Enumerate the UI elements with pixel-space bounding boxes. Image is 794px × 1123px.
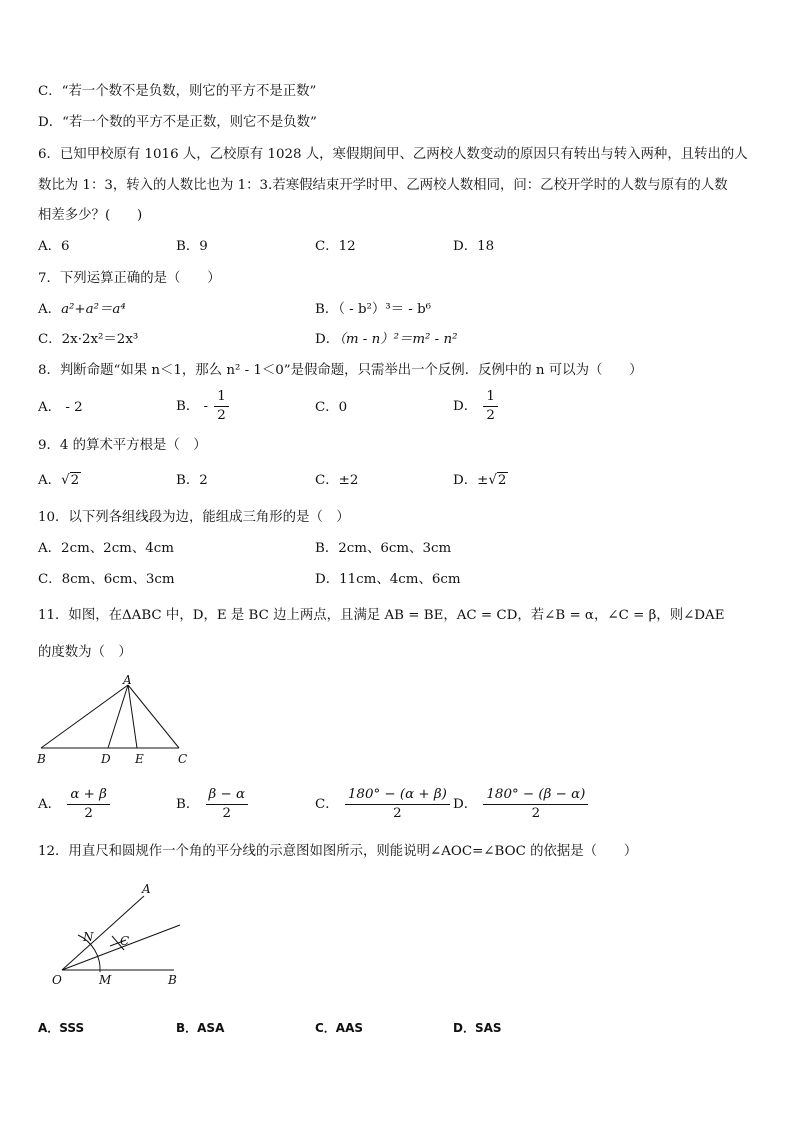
q7-option-c-expr: 2x·2x²＝2x³	[61, 332, 139, 347]
q7-option-b-label: B．	[315, 302, 339, 317]
q10-option-c: C．8cm、6cm、3cm	[38, 572, 175, 587]
q10-option-b: B．2cm、6cm、3cm	[315, 541, 452, 556]
q12-option-b: B．ASA	[176, 1021, 225, 1035]
fraction-numerator: 1	[214, 388, 229, 407]
q11-option-a-label: A．	[38, 797, 62, 812]
ray-oa	[62, 896, 144, 970]
q11-option-b-label: B．	[176, 797, 200, 812]
q11-option-d-fraction	[483, 786, 588, 823]
fraction-denominator: 2	[486, 408, 495, 423]
q8-option-d-fraction	[483, 388, 498, 425]
fraction-numerator: α + β	[67, 786, 110, 805]
sqrt-radicand: 2	[70, 473, 80, 488]
q7-option-d	[315, 330, 457, 350]
label-d: D	[101, 752, 111, 766]
fraction-numerator: 180° − (β − α)	[483, 786, 588, 805]
q7-option-a-expr: a²+a²＝a⁴	[61, 302, 126, 317]
q9-text: 9．4 的算术平方根是（ ）	[38, 438, 207, 453]
q7-option-b	[315, 300, 431, 320]
q6-option-b: B．9	[176, 239, 208, 254]
q12-text: 12．用直尺和圆规作一个角的平分线的示意图如图所示，则能说明∠AOC=∠BOC 的依据是（ ）	[38, 844, 638, 859]
q8-text: 8．判断命题“如果 n＜1，那么 n² - 1＜0”是假命题，只需举出一个反例．反例中的 n 可以为（ ）	[38, 363, 643, 378]
label-a: A	[142, 882, 151, 896]
fraction-numerator: β − α	[206, 786, 249, 805]
q12-angle-bisector-figure	[48, 878, 188, 990]
sqrt-radicand: 2	[497, 473, 507, 488]
q12-option-a: A．SSS	[38, 1021, 85, 1035]
q6-option-a: A．6	[38, 239, 70, 254]
q9-option-b: B．2	[176, 473, 208, 488]
q11-text-line1: 11．如图，在ΔABC 中，D，E 是 BC 边上两点，且满足 AB = BE，AC = CD，若∠B = α，∠C = β，则∠DAE	[38, 608, 725, 623]
q8-option-b-fraction	[214, 388, 229, 425]
q11-option-d	[453, 786, 590, 823]
q7-option-c	[38, 330, 138, 350]
q7-text: 7．下列运算正确的是（ ）	[38, 271, 221, 286]
q7-option-d-label: D．	[315, 332, 340, 347]
q6-option-d: D．18	[453, 239, 495, 254]
q6-text-line3: 相差多少？( )	[38, 208, 143, 223]
label-m: M	[99, 973, 112, 987]
q11-option-a	[38, 786, 112, 823]
q11-option-c-label: C．	[315, 797, 339, 812]
q11-option-c	[315, 786, 452, 823]
q11-option-c-fraction	[345, 786, 450, 823]
segment-ad	[108, 685, 128, 748]
q7-option-c-label: C．	[38, 332, 62, 347]
q10-option-d: D．11cm、4cm、6cm	[315, 572, 461, 587]
label-c: C	[178, 752, 188, 766]
label-a: A	[123, 674, 132, 687]
label-o: O	[52, 973, 62, 987]
q6-text-line1: 6．已知甲校原有 1016 人，乙校原有 1028 人，寒假期间甲、乙两校人数变动的原因只有转出与转入两种，且转出的人	[38, 147, 748, 162]
q8-option-d	[453, 388, 500, 425]
q9-option-a-label: A．	[38, 473, 62, 488]
q11-option-a-fraction	[67, 786, 110, 823]
q6-option-c: C．12	[315, 239, 356, 254]
q6-text-line2: 数比为 1：3，转入的人数比也为 1：3.若寒假结束开学时甲、乙两校人数相同，问：乙校开学时的人数与原有的人数	[38, 178, 728, 193]
fraction-numerator: 180° − (α + β)	[345, 786, 450, 805]
label-c: C	[120, 934, 130, 948]
fraction-denominator: 2	[393, 806, 402, 821]
q8-option-c: C．0	[315, 400, 348, 415]
sqrt-symbol: √2	[488, 473, 507, 488]
q12-option-c: C．AAS	[315, 1021, 364, 1035]
label-e: E	[135, 752, 144, 766]
q5-option-d: D．“若一个数的平方不是正数，则它不是负数”	[38, 115, 317, 130]
q11-option-b	[176, 786, 250, 823]
fraction-denominator: 2	[217, 408, 226, 423]
q9-option-a	[38, 471, 81, 491]
fraction-denominator: 2	[222, 806, 232, 821]
q7-option-a	[38, 300, 126, 320]
q11-option-b-fraction	[206, 786, 249, 823]
q11-text-line2: 的度数为（ ）	[38, 645, 132, 660]
sqrt-symbol: √2	[61, 473, 80, 488]
q9-option-c: C．±2	[315, 473, 359, 488]
fraction-denominator: 2	[84, 806, 93, 821]
label-n: N	[83, 930, 94, 944]
fraction-denominator: 2	[531, 806, 541, 821]
q9-option-d-label: D．±	[453, 473, 489, 488]
q9-option-d	[453, 471, 508, 491]
segment-ab	[41, 685, 128, 748]
q11-option-d-label: D．	[453, 797, 478, 812]
q7-option-a-label: A．	[38, 302, 62, 317]
fraction-numerator: 1	[483, 388, 498, 407]
label-b: B	[168, 973, 177, 987]
q7-option-d-expr: （m - n）²＝m² - n²	[339, 332, 458, 347]
q12-option-d: D．SAS	[453, 1021, 502, 1035]
q7-option-b-expr: （ - b²）³＝ - b⁶	[338, 302, 432, 317]
q5-option-c: C．“若一个数不是负数，则它的平方不是正数”	[38, 84, 317, 99]
q8-option-a: A． - 2	[38, 400, 83, 415]
q10-text: 10．以下列各组线段为边，能组成三角形的是（ ）	[38, 510, 350, 525]
q11-triangle-figure	[34, 674, 194, 770]
label-b: B	[37, 752, 46, 766]
q8-option-b-label: B． -	[176, 399, 209, 414]
q8-option-d-label: D．	[453, 399, 478, 414]
q8-option-b	[176, 388, 231, 425]
q10-option-a: A．2cm、2cm、4cm	[38, 541, 174, 556]
